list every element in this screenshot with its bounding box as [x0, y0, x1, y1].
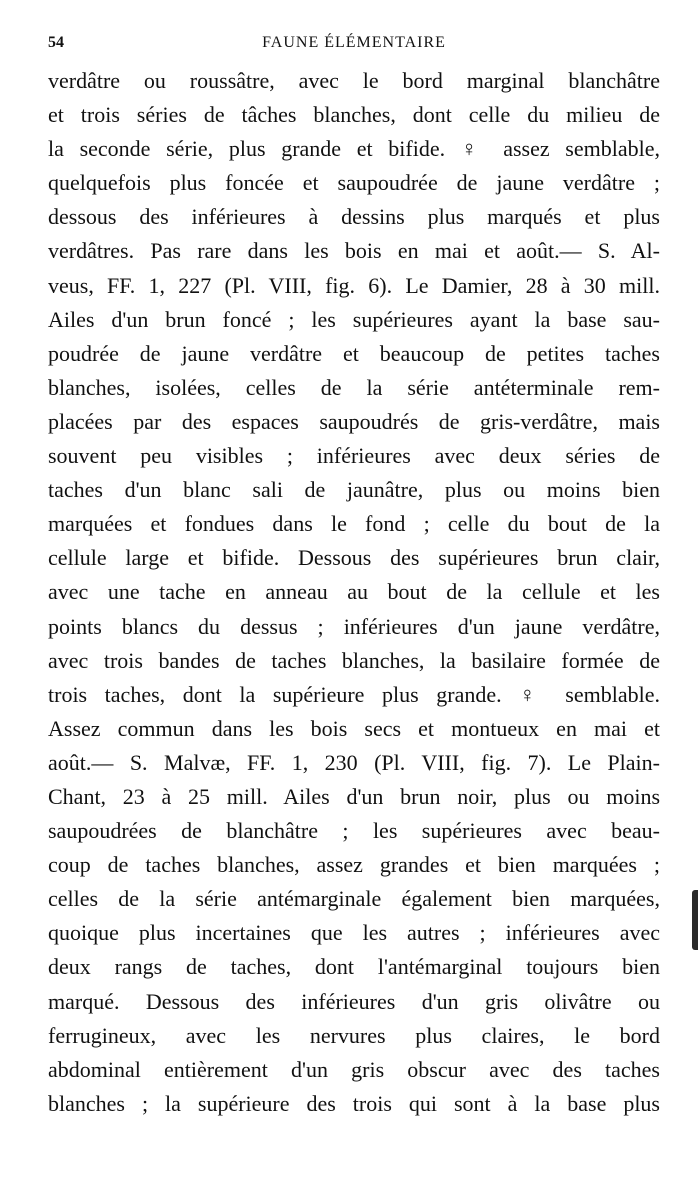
text-line: quoique plus incertaines que les autres ; inférieures avec [48, 920, 660, 946]
text-line: la seconde série, plus grande et bifide. ♀ assez semblable, [48, 136, 660, 162]
text-line: Assez commun dans les bois secs et montueux en mai et [48, 715, 660, 741]
text-line: avec trois bandes de taches blanches, la basilaire formée de [48, 647, 660, 673]
text-line: marquées et fondues dans le fond ; celle du bout de la [48, 511, 660, 537]
text-line: abdominal entièrement d'un gris obscur avec des taches [48, 1056, 660, 1082]
text-line: placées par des espaces saupoudrés de gris-verdâtre, mais [48, 408, 660, 434]
page-edge-shadow [692, 890, 698, 950]
text-line: souvent peu visibles ; inférieures avec deux séries de [48, 443, 660, 469]
text-line: deux rangs de taches, dont l'antémarginal toujours bien [48, 954, 660, 980]
text-line: taches d'un blanc sali de jaunâtre, plus ou moins bien [48, 477, 660, 503]
page-header [48, 34, 660, 58]
text-line: ferrugineux, avec les nervures plus claires, le bord [48, 1022, 660, 1048]
text-line: marqué. Dessous des inférieures d'un gris olivâtre ou [48, 988, 660, 1014]
text-line: coup de taches blanches, assez grandes et bien marquées ; [48, 852, 660, 878]
text-line: blanches, isolées, celles de la série antéterminale rem- [48, 374, 660, 400]
text-line: verdâtre ou roussâtre, avec le bord marginal blanchâtre [48, 68, 660, 93]
text-line: points blancs du dessus ; inférieures d'un jaune verdâtre, [48, 613, 660, 639]
text-line: poudrée de jaune verdâtre et beaucoup de petites taches [48, 340, 660, 366]
text-line: saupoudrées de blanchâtre ; les supérieures avec beau- [48, 818, 660, 844]
text-line: trois taches, dont la supérieure plus grande. ♀ semblable. [48, 681, 660, 707]
text-line: août.— S. Malvæ, FF. 1, 230 (Pl. VIII, fig. 7). Le Plain- [48, 749, 660, 775]
text-line: veus, FF. 1, 227 (Pl. VIII, fig. 6). Le Damier, 28 à 30 mill. [48, 272, 660, 298]
text-line: quelquefois plus foncée et saupoudrée de jaune verdâtre ; [48, 170, 660, 196]
body-text [48, 64, 660, 1121]
text-line: et trois séries de tâches blanches, dont celle du milieu de [48, 102, 660, 128]
text-line: avec une tache en anneau au bout de la cellule et les [48, 579, 660, 605]
page-number: 54 [48, 34, 64, 51]
text-line: verdâtres. Pas rare dans les bois en mai et août.— S. Al- [48, 238, 660, 264]
text-line: celles de la série antémarginale également bien marquées, [48, 886, 660, 912]
text-line: cellule large et bifide. Dessous des supérieures brun clair, [48, 545, 660, 571]
text-line: Ailes d'un brun foncé ; les supérieures ayant la base sau- [48, 306, 660, 332]
text-line: blanches ; la supérieure des trois qui sont à la base plus [48, 1090, 660, 1116]
running-title: FAUNE ÉLÉMENTAIRE [262, 34, 446, 51]
text-line: Chant, 23 à 25 mill. Ailes d'un brun noir, plus ou moins [48, 783, 660, 809]
text-line: dessous des inférieures à dessins plus marqués et plus [48, 204, 660, 230]
